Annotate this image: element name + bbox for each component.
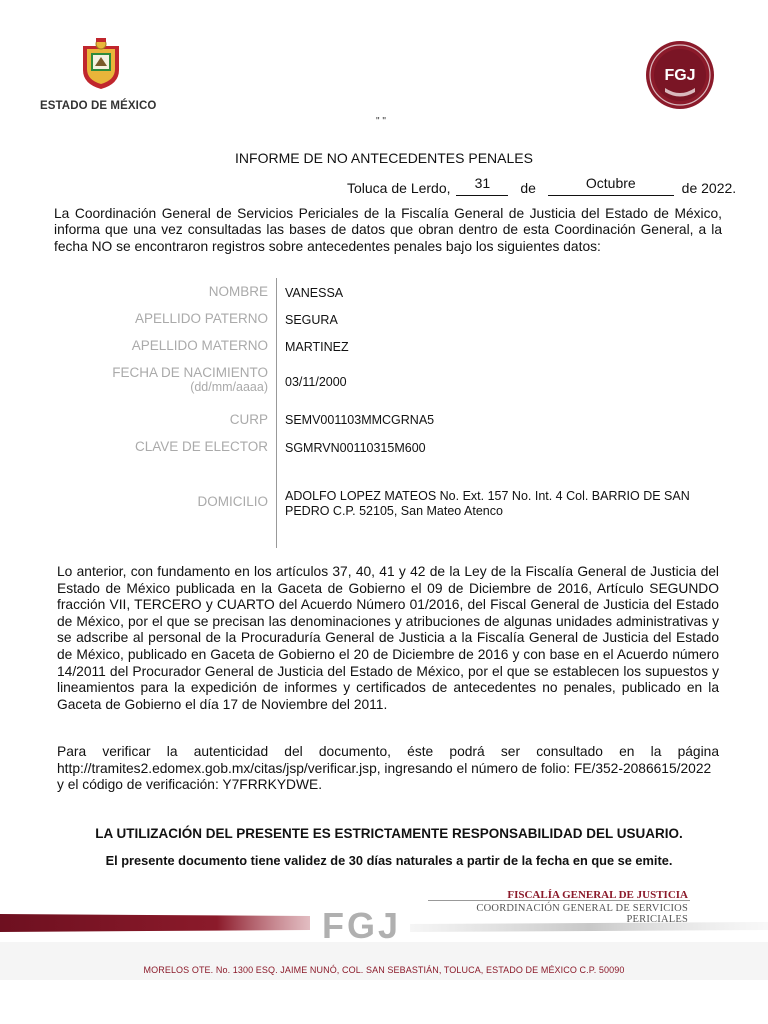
label-fecha-nacimiento-text: FECHA DE NACIMIENTO xyxy=(112,365,268,380)
date-month: Octubre xyxy=(585,175,636,191)
value-clave-elector: SGMRVN00110315M600 xyxy=(285,441,426,455)
value-fecha-nacimiento: 03/11/2000 xyxy=(285,375,347,389)
fgj-seal-icon xyxy=(645,40,715,110)
footer-address: MORELOS OTE. No. 1300 ESQ. JAIME NUNÓ, COL. SAN SEBASTIÁN, TOLUCA, ESTADO DE MÉXICO C.P. 50090 xyxy=(143,965,625,975)
label-domicilio: DOMICILIO xyxy=(197,494,268,509)
fgj-seal xyxy=(645,40,715,110)
date-year: de 2022. xyxy=(681,180,737,196)
value-domicilio-line2: PEDRO C.P. 52105, San Mateo Atenco xyxy=(285,504,503,518)
date-month-field xyxy=(548,175,674,196)
value-domicilio-line1: ADOLFO LOPEZ MATEOS No. Ext. 157 No. Int. 4 Col. BARRIO DE SAN xyxy=(285,489,690,503)
value-nombre: VANESSA xyxy=(285,286,344,300)
label-apellido-paterno: APELLIDO PATERNO xyxy=(134,311,268,326)
date-line xyxy=(347,175,737,196)
label-curp: CURP xyxy=(229,412,268,427)
edomex-coat-of-arms-icon xyxy=(78,36,124,90)
intro-paragraph: La Coordinación General de Servicios Periciales de la Fiscalía General de Justicia del Estado de México, informa que una vez consultadas las bases de datos que obran dentro de esta Coordinación General, a la fecha NO se encontraron registros sobre antecedentes penales bajo los siguientes datos: xyxy=(54,206,722,254)
footer-fgj-logo: FGJ xyxy=(322,905,402,946)
edomex-logo xyxy=(40,36,160,116)
label-apellido-materno: APELLIDO MATERNO xyxy=(131,338,268,353)
responsibility-disclaimer: LA UTILIZACIÓN DEL PRESENTE ES ESTRICTAMENTE RESPONSABILIDAD DEL USUARIO. xyxy=(95,826,683,841)
value-apellido-paterno: SEGURA xyxy=(285,313,338,327)
label-clave-elector: CLAVE DE ELECTOR xyxy=(134,439,268,454)
verification-line-3: y el código de verificación: Y7FRRKYDWE. xyxy=(57,777,323,793)
verification-line-2: http://tramites2.edomex.gob.mx/citas/jsp/verificar.jsp, ingresando el número de folio: FE/352-2086615/2022 xyxy=(57,760,712,776)
footer-org-name: FISCALÍA GENERAL DE JUSTICIA xyxy=(507,889,688,901)
quote-mark: " " xyxy=(376,116,386,127)
document-title: INFORME DE NO ANTECEDENTES PENALES xyxy=(235,150,533,166)
footer-sub-name: COORDINACIÓN GENERAL DE SERVICIOS PERICIALES xyxy=(476,903,688,925)
value-curp: SEMV001103MMCGRNA5 xyxy=(285,413,435,427)
validity-disclaimer: El presente documento tiene validez de 30 días naturales a partir de la fecha en que se emite. xyxy=(105,853,673,868)
label-nombre: NOMBRE xyxy=(208,284,268,299)
seal-text: FGJ xyxy=(664,67,696,84)
date-day: 31 xyxy=(474,175,491,191)
label-fecha-nacimiento xyxy=(112,365,268,394)
verification-line-1: Para verificar la autenticidad del documento, éste podrá ser consultado en la página xyxy=(57,744,719,759)
legal-paragraph: Lo anterior, con fundamento en los artículos 37, 40, 41 y 42 de la Ley de la Fiscalía General de Justicia del Estado de México publicada en la Gaceta de Gobierno el 09 de Diciembre de 2016, Artículo SEGUNDO fracción VII, TERCERO y CUARTO del Acuerdo Número 01/2016, del Fiscal General de Justicia del Estado de México, por el que se precisan las denominaciones y atribuciones de algunas unidades administrativas y se adscribe al personal de la Procuraduría General de Justicia a la Fiscalía General de Justicia del Estado de México, publicado en Gaceta de Gobierno el 20 de Diciembre de 2016 y con base en el Acuerdo número 14/2011 del Procurador General de Justicia del Estado de México, por el que se establecen los supuestos y lineamientos para la expedición de informes y certificados de antecedentes no penales, publicado en la Gaceta de Gobierno el día 17 de Noviembre del 2011. xyxy=(57,564,719,712)
table-divider xyxy=(276,278,277,548)
label-fecha-format: (dd/mm/aaaa) xyxy=(190,380,268,394)
date-day-field xyxy=(456,175,508,196)
state-label: ESTADO DE MÉXICO xyxy=(40,100,157,112)
date-place: Toluca de Lerdo, xyxy=(347,180,451,196)
verification-paragraph xyxy=(57,744,719,794)
date-connector: de xyxy=(520,180,536,196)
value-apellido-materno: MARTINEZ xyxy=(285,340,349,354)
